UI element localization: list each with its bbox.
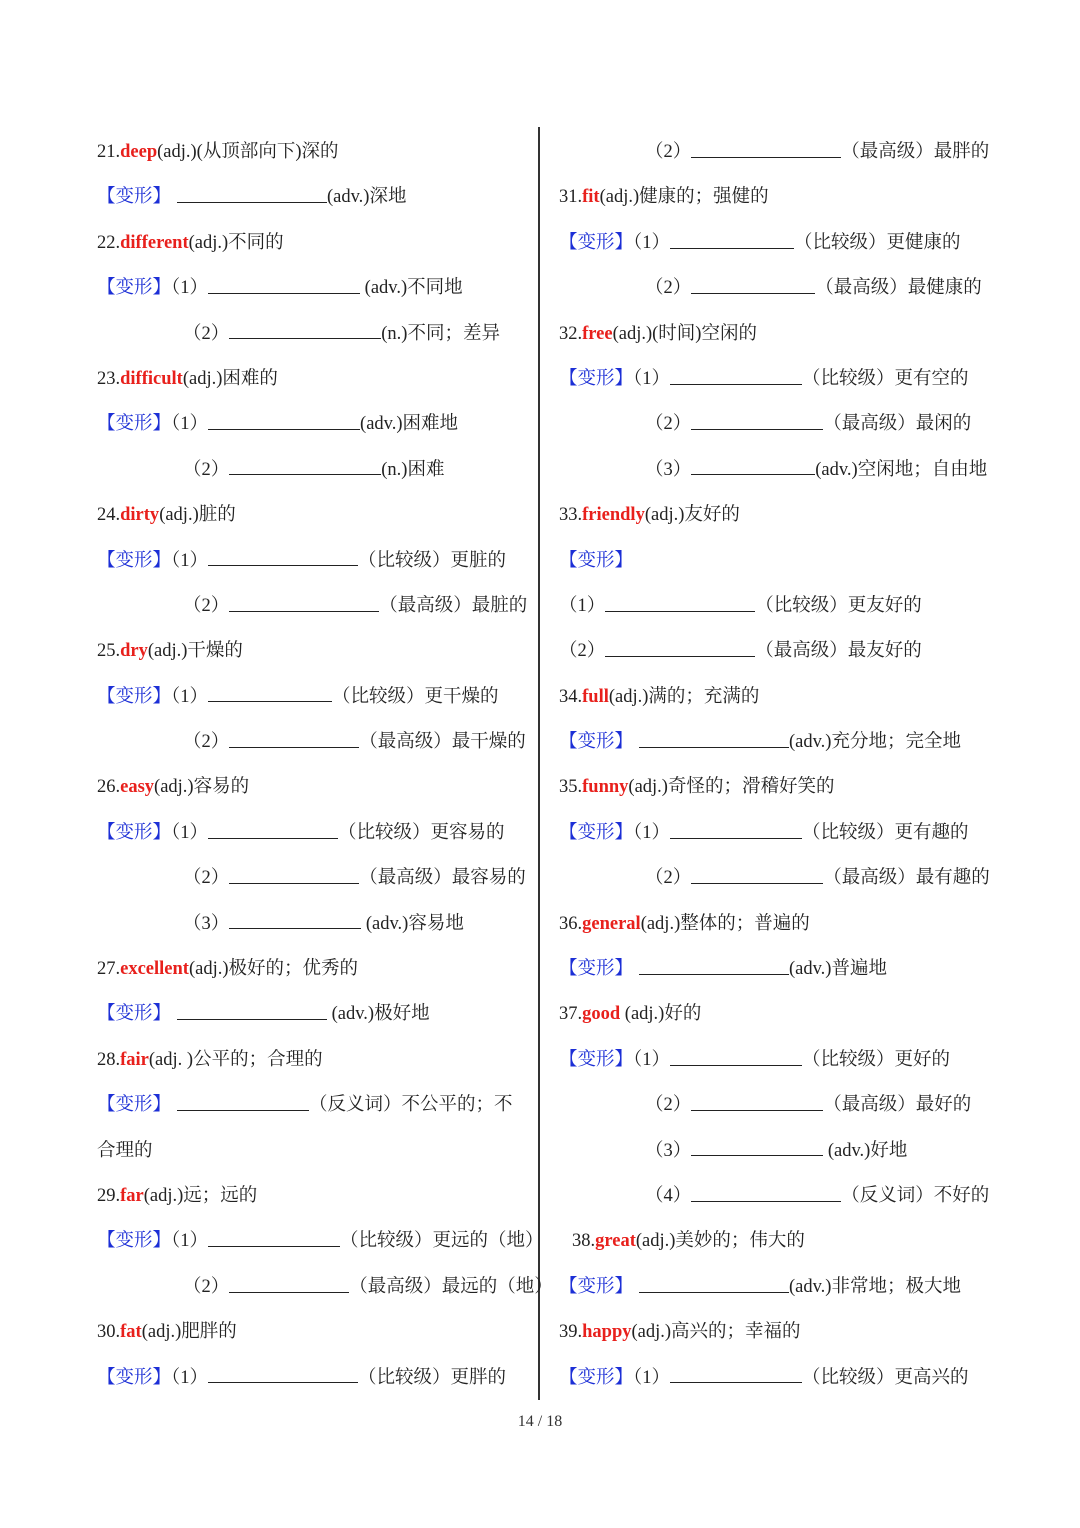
variant-index: （1） bbox=[171, 278, 209, 299]
answer-blank[interactable] bbox=[670, 1064, 802, 1066]
keyword: far bbox=[120, 1185, 144, 1206]
variant-line bbox=[559, 584, 999, 629]
entry-number: 23. bbox=[97, 368, 121, 389]
entry-number: 27. bbox=[97, 959, 121, 980]
variant-line bbox=[559, 811, 999, 856]
variant-line bbox=[559, 130, 999, 175]
variant-line bbox=[559, 1083, 999, 1128]
variant-hint: (adv.)普遍地 bbox=[789, 959, 887, 980]
keyword: good bbox=[582, 1004, 621, 1025]
answer-blank[interactable] bbox=[639, 746, 789, 748]
variant-tag: 【变形】 bbox=[559, 1049, 634, 1070]
variant-hint: (n.)不同；差异 bbox=[381, 323, 500, 344]
entry-heading bbox=[97, 765, 537, 810]
variant-index: （1） bbox=[171, 1367, 209, 1388]
answer-blank[interactable] bbox=[691, 292, 815, 294]
definition: (adj.)满的；充满的 bbox=[608, 686, 760, 707]
variant-index: （1） bbox=[633, 822, 671, 843]
definition: (adj.)(时间)空闲的 bbox=[612, 323, 757, 344]
definition: (adj.)奇怪的；滑稽好笑的 bbox=[628, 777, 835, 798]
definition: (adj.)不同的 bbox=[188, 232, 284, 253]
variant-hint: （反义词）不好的 bbox=[841, 1185, 990, 1206]
variant-hint: (adv.)困难地 bbox=[360, 414, 458, 435]
variant-index: （1） bbox=[633, 368, 671, 389]
variant-tag: 【变形】 bbox=[97, 550, 172, 571]
variant-line bbox=[559, 720, 999, 765]
answer-blank[interactable] bbox=[691, 473, 815, 475]
variant-hint: （比较级）更高兴的 bbox=[802, 1367, 969, 1388]
variant-hint: （比较级）更胖的 bbox=[358, 1367, 507, 1388]
variant-tag: 【变形】 bbox=[97, 187, 172, 208]
variant-tag: 【变形】 bbox=[97, 414, 172, 435]
variant-line bbox=[97, 312, 537, 357]
keyword: friendly bbox=[582, 505, 645, 526]
variant-hint: (adv.)深地 bbox=[327, 187, 407, 208]
variant-index: （1） bbox=[171, 550, 209, 571]
variant-line bbox=[559, 1038, 999, 1083]
variant-hint: （最高级）最脏的 bbox=[379, 595, 528, 616]
variant-hint: （最高级）最胖的 bbox=[841, 142, 990, 162]
variant-hint: （最高级）最闲的 bbox=[823, 414, 972, 435]
variant-line bbox=[559, 629, 999, 674]
entry-heading bbox=[559, 992, 999, 1037]
answer-blank[interactable] bbox=[177, 1109, 309, 1111]
variant-line bbox=[559, 221, 999, 266]
variant-line bbox=[559, 539, 999, 584]
variant-line bbox=[559, 1129, 999, 1174]
variant-hint: （比较级）更好的 bbox=[802, 1049, 951, 1070]
entry-number: 34. bbox=[559, 686, 583, 707]
entry-number: 33. bbox=[559, 505, 583, 526]
answer-blank[interactable] bbox=[229, 882, 359, 884]
keyword: great bbox=[595, 1231, 636, 1252]
answer-blank[interactable] bbox=[177, 201, 327, 203]
variant-tag: 【变形】 bbox=[97, 278, 172, 299]
variant-tag: 【变形】 bbox=[559, 550, 634, 571]
definition: (adj.)美妙的；伟大的 bbox=[635, 1231, 805, 1252]
variant-hint: （最高级）最好的 bbox=[823, 1095, 972, 1116]
entry-number: 24. bbox=[97, 505, 121, 526]
variant-tag: 【变形】 bbox=[97, 1004, 172, 1025]
variant-line bbox=[97, 1356, 537, 1401]
definition: (adj.)困难的 bbox=[182, 368, 278, 389]
answer-blank[interactable] bbox=[229, 1291, 349, 1293]
definition: (adj.)(从顶部向下)深的 bbox=[157, 142, 339, 162]
variant-tag: 【变形】 bbox=[97, 1095, 172, 1116]
variant-tag: 【变形】 bbox=[559, 1367, 634, 1388]
variant-index: （1） bbox=[633, 232, 671, 253]
keyword: different bbox=[120, 232, 189, 253]
answer-blank[interactable] bbox=[605, 610, 755, 612]
variant-hint-wrap: 合理的 bbox=[97, 1140, 153, 1161]
variant-index: （2） bbox=[645, 142, 692, 162]
variant-hint: (n.)困难 bbox=[381, 459, 445, 480]
variant-line bbox=[559, 357, 999, 402]
entry-number: 37. bbox=[559, 1004, 583, 1025]
variant-line bbox=[97, 266, 537, 311]
entry-heading bbox=[559, 675, 999, 720]
answer-blank[interactable] bbox=[208, 292, 360, 294]
variant-line bbox=[97, 1219, 544, 1264]
answer-blank[interactable] bbox=[177, 1018, 327, 1020]
variant-index: （2） bbox=[183, 732, 230, 753]
entry-number: 32. bbox=[559, 323, 583, 344]
entry-number: 26. bbox=[97, 777, 121, 798]
entry-heading bbox=[97, 1174, 537, 1219]
variant-index: （2） bbox=[645, 1095, 692, 1116]
variant-tag: 【变形】 bbox=[559, 732, 634, 753]
keyword: dirty bbox=[120, 505, 160, 526]
keyword: free bbox=[582, 323, 613, 344]
variant-line bbox=[559, 402, 999, 447]
left-column bbox=[97, 130, 553, 1401]
variant-line bbox=[97, 902, 537, 947]
variant-index: （2） bbox=[645, 868, 692, 889]
answer-blank[interactable] bbox=[691, 1154, 823, 1156]
keyword: deep bbox=[120, 142, 158, 162]
variant-index: （3） bbox=[645, 459, 692, 480]
definition: (adj.)干燥的 bbox=[147, 641, 243, 662]
variant-line bbox=[97, 448, 537, 493]
variant-hint: （最高级）最友好的 bbox=[755, 641, 922, 662]
definition: (adj.)远；远的 bbox=[143, 1185, 258, 1206]
keyword: fit bbox=[582, 187, 600, 208]
keyword: general bbox=[582, 913, 641, 934]
variant-tag: 【变形】 bbox=[559, 822, 634, 843]
definition: (adj.)容易的 bbox=[154, 777, 250, 798]
variant-index: （2） bbox=[645, 414, 692, 435]
variant-line bbox=[97, 992, 537, 1037]
variant-hint: （最高级）最容易的 bbox=[359, 868, 526, 889]
entry-heading bbox=[559, 493, 999, 538]
variant-index: （2） bbox=[183, 323, 230, 344]
variant-index: （3） bbox=[645, 1140, 692, 1161]
answer-blank[interactable] bbox=[670, 247, 794, 249]
entry-number: 36. bbox=[559, 913, 583, 934]
entry-number: 31. bbox=[559, 187, 583, 208]
answer-blank[interactable] bbox=[229, 337, 381, 339]
entry-heading bbox=[97, 130, 537, 175]
variant-index: （2） bbox=[645, 278, 692, 299]
answer-blank[interactable] bbox=[208, 564, 358, 566]
variant-hint: （比较级）更健康的 bbox=[794, 232, 961, 253]
answer-blank[interactable] bbox=[639, 973, 789, 975]
entry-heading bbox=[97, 221, 537, 266]
variant-line bbox=[97, 720, 537, 765]
variant-line bbox=[559, 947, 999, 992]
variant-index: （1） bbox=[559, 595, 606, 616]
variant-hint: （比较级）更远的（地） bbox=[340, 1231, 544, 1252]
variant-line bbox=[97, 675, 537, 720]
keyword: funny bbox=[582, 777, 629, 798]
variant-line bbox=[97, 811, 537, 856]
entry-number: 25. bbox=[97, 641, 121, 662]
variant-line bbox=[559, 448, 999, 493]
definition: (adj.)整体的；普遍的 bbox=[640, 913, 810, 934]
variant-hint: （比较级）更干燥的 bbox=[332, 686, 499, 707]
entry-number: 35. bbox=[559, 777, 583, 798]
variant-hint: （最高级）最远的（地） bbox=[349, 1276, 553, 1297]
answer-blank[interactable] bbox=[691, 156, 841, 158]
entry-heading bbox=[559, 1219, 999, 1264]
variant-tag: 【变形】 bbox=[97, 1231, 172, 1252]
page-number: 14 / 18 bbox=[517, 1413, 563, 1430]
variant-line bbox=[97, 402, 537, 447]
variant-hint: （反义词）不公平的；不 bbox=[309, 1095, 513, 1116]
keyword: full bbox=[582, 686, 609, 707]
variant-hint: （比较级）更有空的 bbox=[802, 368, 969, 389]
entry-number: 22. bbox=[97, 232, 121, 253]
answer-blank[interactable] bbox=[605, 655, 755, 657]
variant-hint: (adv.)容易地 bbox=[361, 913, 464, 934]
variant-index: （2） bbox=[183, 1276, 230, 1297]
variant-hint: (adv.)极好地 bbox=[327, 1004, 430, 1025]
variant-line bbox=[97, 175, 537, 220]
definition: (adj.)友好的 bbox=[644, 505, 740, 526]
variant-index: （1） bbox=[633, 1367, 671, 1388]
entry-number: 29. bbox=[97, 1185, 121, 1206]
answer-blank[interactable] bbox=[639, 1291, 789, 1293]
entry-number: 38. bbox=[572, 1231, 596, 1252]
variant-index: （2） bbox=[183, 595, 230, 616]
answer-blank[interactable] bbox=[229, 746, 359, 748]
entry-number: 28. bbox=[97, 1049, 121, 1070]
answer-blank[interactable] bbox=[670, 1381, 802, 1383]
variant-line bbox=[97, 1265, 553, 1310]
answer-blank[interactable] bbox=[229, 473, 381, 475]
variant-index: （1） bbox=[171, 822, 209, 843]
variant-index: （4） bbox=[645, 1185, 692, 1206]
entry-heading bbox=[97, 1038, 537, 1083]
variant-hint: (adv.)好地 bbox=[823, 1140, 908, 1161]
variant-tag: 【变形】 bbox=[97, 1367, 172, 1388]
entry-heading bbox=[97, 947, 537, 992]
variant-hint: （最高级）最健康的 bbox=[815, 278, 982, 299]
answer-blank[interactable] bbox=[691, 1109, 823, 1111]
variant-index: （2） bbox=[183, 868, 230, 889]
column-divider bbox=[538, 127, 540, 1400]
answer-blank[interactable] bbox=[670, 383, 802, 385]
variant-index: （1） bbox=[171, 1231, 209, 1252]
entry-heading bbox=[559, 312, 999, 357]
entry-heading bbox=[97, 629, 537, 674]
variant-tag: 【变形】 bbox=[97, 822, 172, 843]
variant-index: （2） bbox=[559, 641, 606, 662]
entry-heading bbox=[97, 493, 537, 538]
variant-index: （2） bbox=[183, 459, 230, 480]
entry-number: 30. bbox=[97, 1322, 121, 1343]
answer-blank[interactable] bbox=[208, 837, 338, 839]
keyword: fat bbox=[120, 1322, 142, 1343]
definition: (adj.)脏的 bbox=[159, 505, 236, 526]
definition: (adj.)肥胖的 bbox=[141, 1322, 237, 1343]
variant-line bbox=[97, 584, 537, 629]
answer-blank[interactable] bbox=[670, 837, 802, 839]
right-column bbox=[559, 130, 999, 1401]
entry-heading bbox=[559, 902, 999, 947]
variant-tag: 【变形】 bbox=[559, 1276, 634, 1297]
keyword: easy bbox=[120, 777, 155, 798]
variant-line bbox=[559, 266, 999, 311]
entry-heading bbox=[559, 1310, 999, 1355]
answer-blank[interactable] bbox=[691, 882, 823, 884]
definition: (adj. )公平的；合理的 bbox=[148, 1049, 323, 1070]
definition: (adj.)健康的；强健的 bbox=[599, 187, 769, 208]
keyword: dry bbox=[120, 641, 148, 662]
variant-hint: （比较级）更友好的 bbox=[755, 595, 922, 616]
variant-hint: (adv.)充分地；完全地 bbox=[789, 732, 961, 753]
definition: (adj.)好的 bbox=[620, 1004, 702, 1025]
variant-hint: （比较级）更脏的 bbox=[358, 550, 507, 571]
keyword: fair bbox=[120, 1049, 149, 1070]
answer-blank[interactable] bbox=[229, 927, 361, 929]
variant-line bbox=[97, 539, 537, 584]
entry-heading bbox=[97, 357, 537, 402]
definition: (adj.)极好的；优秀的 bbox=[188, 959, 359, 980]
keyword: happy bbox=[582, 1322, 632, 1343]
answer-blank[interactable] bbox=[208, 428, 360, 430]
entry-number: 39. bbox=[559, 1322, 583, 1343]
variant-line bbox=[97, 1083, 537, 1128]
answer-blank[interactable] bbox=[208, 1245, 340, 1247]
entry-heading bbox=[559, 175, 999, 220]
variant-tag: 【变形】 bbox=[559, 959, 634, 980]
keyword: excellent bbox=[120, 959, 189, 980]
variant-tag: 【变形】 bbox=[559, 368, 634, 389]
variant-tag: 【变形】 bbox=[559, 232, 634, 253]
variant-hint: (adv.)空闲地；自由地 bbox=[815, 459, 988, 480]
variant-line bbox=[559, 1174, 999, 1219]
variant-line bbox=[559, 1356, 999, 1401]
variant-hint: (adv.)非常地；极大地 bbox=[789, 1276, 961, 1297]
variant-line bbox=[559, 1265, 999, 1310]
variant-hint: （比较级）更容易的 bbox=[338, 822, 505, 843]
variant-index: （3） bbox=[183, 913, 230, 934]
answer-blank[interactable] bbox=[208, 700, 332, 702]
answer-blank[interactable] bbox=[691, 1200, 841, 1202]
variant-tag: 【变形】 bbox=[97, 686, 172, 707]
entry-number: 21. bbox=[97, 142, 121, 162]
variant-index: （1） bbox=[171, 686, 209, 707]
entry-heading bbox=[97, 1310, 537, 1355]
variant-hint: (adv.)不同地 bbox=[360, 278, 463, 299]
variant-hint: （最高级）最有趣的 bbox=[823, 868, 990, 889]
keyword: difficult bbox=[120, 368, 183, 389]
answer-blank[interactable] bbox=[208, 1381, 358, 1383]
variant-index: （1） bbox=[171, 414, 209, 435]
entry-heading bbox=[559, 765, 999, 810]
variant-hint: （最高级）最干燥的 bbox=[359, 732, 526, 753]
variant-index: （1） bbox=[633, 1049, 671, 1070]
variant-hint: （比较级）更有趣的 bbox=[802, 822, 969, 843]
variant-line bbox=[97, 856, 537, 901]
definition: (adj.)高兴的；幸福的 bbox=[631, 1322, 801, 1343]
answer-blank[interactable] bbox=[691, 428, 823, 430]
variant-line bbox=[559, 856, 999, 901]
answer-blank[interactable] bbox=[229, 610, 379, 612]
